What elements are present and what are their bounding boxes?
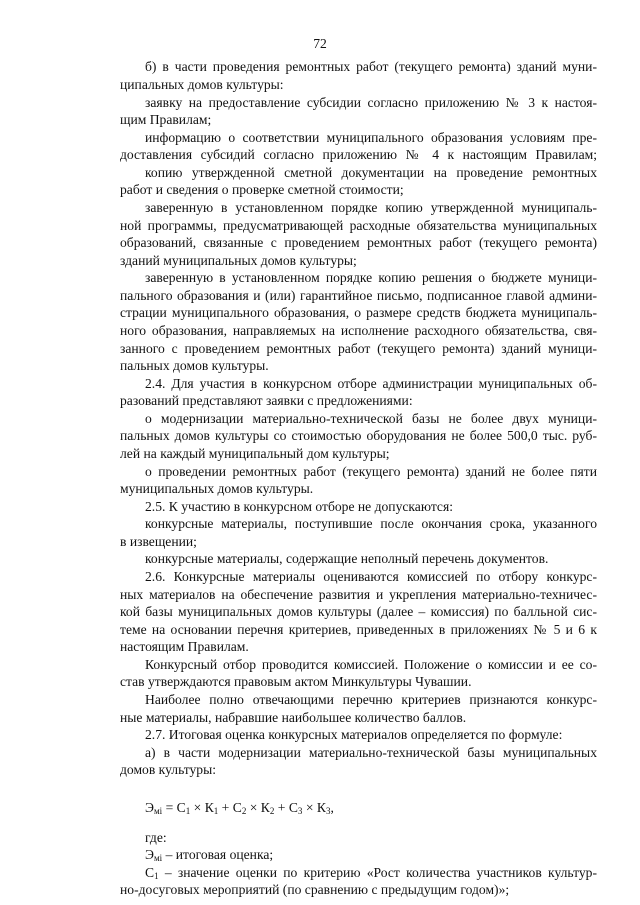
formula: $Э_{мi} = С_1 \times К_1 + С_2 \times К_2 + С_3 \times К_3$, [145, 800, 334, 816]
text-line: конкурсные материалы, содержащие неполный перечень документов. [145, 551, 549, 566]
text-line: б) в части проведения ремонтных работ (текущего ремонта) зданий муни- [145, 59, 597, 74]
text-line: лей на каждый муниципальный дом культуры; [120, 446, 390, 461]
text-line: заверенную в установленном порядке копию утвержденной муниципаль- [145, 200, 597, 215]
definition-c1: $С_1$ – значение оценки по критерию «Рост количества участников культур- [145, 865, 597, 881]
text-line: Конкурсный отбор проводится комиссией. Положение о комиссии и ее со- [145, 657, 597, 672]
text-line: информацию о соответствии муниципального образования условиям пре- [145, 130, 597, 145]
text-line: заверенную в установленном порядке копию решения о бюджете муници- [145, 270, 597, 285]
text-line: доставления субсидий согласно приложению № 4 к настоящим Правилам; [120, 147, 597, 162]
text-line: ципальных домов культуры: [120, 77, 284, 92]
text-line: образований, связанные с проведением ремонтных работ (текущего ремонта) [120, 235, 597, 250]
text-line: щим Правилам; [120, 112, 212, 127]
text-line: ного образования, направляемых на исполнение расходного обязательства, свя- [120, 323, 597, 338]
text-line: став утверждаются правовым актом Минкультуры Чувашии. [120, 674, 472, 689]
text-line: 2.7. Итоговая оценка конкурсных материалов определяется по формуле: [145, 727, 563, 742]
text-line: ные материалы, набравшие наибольшее количество баллов. [120, 710, 467, 725]
text-line: зданий муниципальных домов культуры; [120, 253, 357, 268]
text-line: о модернизации материально-технической базы не более двух муници- [145, 411, 597, 426]
text-line: кой базы муниципальных домов культуры (далее – комиссия) по балльной сис- [120, 604, 597, 619]
text-line: работ и сведения о проверке сметной стоимости; [120, 182, 404, 197]
text-line: заявку на предоставление субсидии согласно приложению № 3 к настоя- [145, 95, 597, 110]
text-line: теме на основании перечня критериев, приведенных в приложениях № 5 и 6 к [120, 622, 597, 637]
text-line: 2.6. Конкурсные материалы оцениваются комиссией по отбору конкурс- [145, 569, 597, 584]
text-line: страции муниципального образования, о размере средств бюджета муниципаль- [120, 305, 597, 320]
text-line: Наиболее полно отвечающими перечню критериев признаются конкурс- [145, 692, 597, 707]
text-line: конкурсные материалы, поступившие после окончания срока, указанного [145, 516, 597, 531]
text-line: муниципальных домов культуры. [120, 481, 314, 496]
text-line: ной программы, предусматривающей расходные обязательства муниципальных [120, 218, 597, 233]
text-line: домов культуры: [120, 762, 217, 777]
definition-c1-continued: но-досуговых мероприятий (по сравнению с предыдущим годом)»; [120, 882, 510, 897]
text-line: ных материалов на обеспечение развития и укрепления материально-техничес- [120, 587, 597, 602]
text-line: а) в части модернизации материально-технической базы муниципальных [145, 745, 597, 760]
text-line: в извещении; [120, 534, 197, 549]
where-label: где: [145, 830, 167, 845]
text-line: пальных домов культуры. [120, 358, 269, 373]
page-number: 72 [313, 36, 327, 51]
text-line: копию утвержденной сметной документации на проведение ремонтных [145, 165, 597, 180]
text-line: пального образования и (или) гарантийное письмо, подписанное главой админи- [120, 288, 597, 303]
text-line: разований представляют заявки с предложениями: [120, 393, 413, 408]
text-line: 2.5. К участию в конкурсном отборе не допускаются: [145, 499, 453, 514]
text-line: пальных домов культуры со стоимостью оборудования не более 500,0 тыс. руб- [120, 428, 597, 443]
text-line: 2.4. Для участия в конкурсном отборе администрации муниципальных об- [145, 376, 597, 391]
text-line: занного с проведением ремонтных работ (текущего ремонта) зданий муници- [120, 341, 597, 356]
definition-e: $Э_{мi}$ – итоговая оценка; [145, 847, 274, 863]
text-line: настоящим Правилам. [120, 639, 249, 654]
text-line: о проведении ремонтных работ (текущего ремонта) зданий не более пяти [145, 464, 597, 479]
